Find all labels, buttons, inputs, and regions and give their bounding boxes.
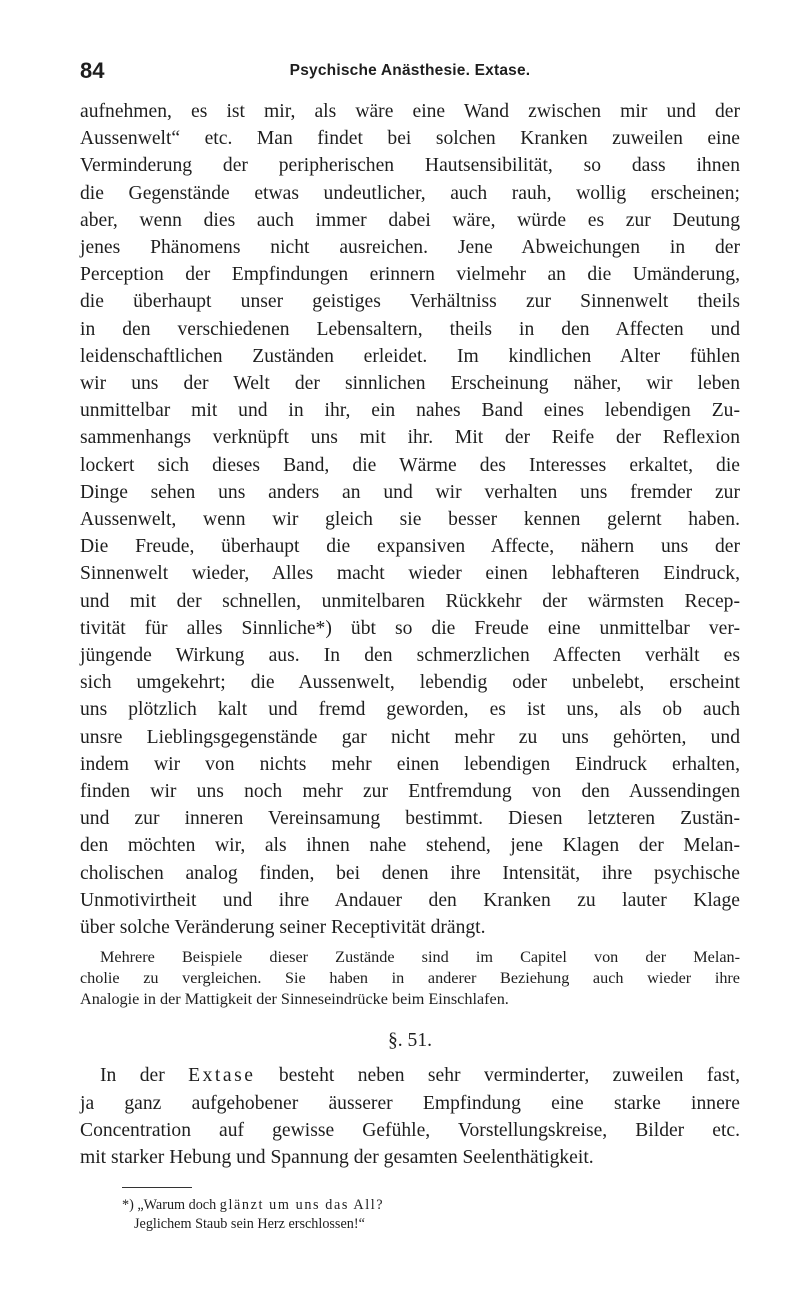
paragraph-line: cholie zu vergleichen. Sie haben in anderer Beziehung auch wieder ihre	[80, 969, 740, 988]
line-prefix: In der	[100, 1065, 189, 1087]
paragraph-line: sich umgekehrt; die Aussenwelt, lebendig oder unbelebt, erscheint	[80, 672, 740, 694]
paragraph-line: lockert sich dieses Band, die Wärme des Interesses erkaltet, die	[80, 454, 740, 476]
paragraph-line: cholischen analog finden, bei denen ihre Intensität, ihre psychische	[80, 862, 740, 884]
running-title: Psychische Anästhesie. Extase.	[289, 62, 531, 79]
paragraph-line: aufnehmen, es ist mir, als wäre eine Wand zwischen mir und der	[80, 101, 740, 122]
paragraph-line: finden wir uns noch mehr zur Entfremdung von den Aussendingen	[80, 781, 740, 803]
paragraph-line: leidenschaftlichen Zuständen erleidet. Im kindlichen Alter fühlen	[80, 345, 740, 367]
paragraph-line: Dinge sehen uns anders an und wir verhalten uns fremder zur	[80, 481, 740, 503]
paragraph-line	[80, 1062, 740, 1089]
paragraph-line: über solche Veränderung seiner Receptivität drängt.	[80, 917, 486, 939]
footnote-spaced: glänzt um uns das All?	[219, 1197, 385, 1214]
paragraph-line: Perception der Empfindungen erinnern vielmehr an die Umänderung,	[80, 264, 740, 286]
paragraph-line: jenes Phänomens nicht ausreichen. Jene Abweichungen in der	[80, 237, 740, 259]
footnote-line	[122, 1196, 740, 1215]
paragraph-line: die überhaupt unser geistiges Verhältniss zur Sinnenwelt theils	[80, 291, 740, 313]
paragraph-line: mit starker Hebung und Spannung der gesamten Seelenthätigkeit.	[80, 1146, 594, 1168]
paragraph-line: in den verschiedenen Lebensaltern, theils in den Affecten und	[80, 318, 740, 340]
paragraph-line: Unmotivirtheit und ihre Andauer den Kranken zu lauter Klage	[80, 889, 740, 911]
paragraph-line: Verminderung der peripherischen Hautsensibilität, so dass ihnen	[80, 155, 740, 177]
paragraph-line: tivität für alles Sinnliche*) übt so die Freude eine unmittelbar ver-	[80, 617, 740, 639]
paragraph-line: wir uns der Welt der sinnlichen Erscheinung näher, wir leben	[80, 373, 740, 395]
main-paragraph	[80, 98, 740, 941]
page-header	[80, 58, 740, 88]
paragraph-line: jüngende Wirkung aus. In den schmerzlichen Affecten verhält es	[80, 645, 740, 667]
extase-paragraph	[80, 1062, 740, 1171]
paragraph-line: und mit der schnellen, unmitelbaren Rückkehr der wärmsten Recep-	[80, 590, 740, 612]
paragraph-line: unsre Lieblingsgegenstände gar nicht mehr zu uns gehörten, und	[80, 726, 740, 748]
paragraph-line: indem wir von nichts mehr einen lebendigen Eindruck erhalten,	[80, 753, 740, 775]
paragraph-line: die Gegenstände etwas undeutlicher, auch rauh, wollig erscheinen;	[80, 182, 740, 204]
book-page	[80, 58, 740, 1234]
paragraph-line: sammenhangs verknüpft uns mit ihr. Mit der Reife der Reflexion	[80, 427, 740, 449]
page-number: 84	[80, 58, 105, 83]
footnote	[122, 1196, 740, 1234]
paragraph-line: Aussenwelt“ etc. Man findet bei solchen Kranken zuweilen eine	[80, 128, 740, 150]
paragraph-line: unmittelbar mit und in ihr, ein nahes Band eines lebendigen Zu-	[80, 400, 740, 422]
paragraph-line: aber, wenn dies auch immer dabei wäre, würde es zur Deutung	[80, 209, 740, 231]
paragraph-line: Analogie in der Mattigkeit der Sinneseindrücke beim Einschlafen.	[80, 990, 509, 1009]
line-rest: besteht neben sehr verminderter, zuweilen fast,	[255, 1065, 741, 1087]
footnote-line: Jeglichem Staub sein Herz erschlossen!“	[134, 1216, 365, 1233]
paragraph-line: ja ganz aufgehobener äusserer Empfindung eine starke innere	[80, 1092, 740, 1114]
footnote-prefix: *) „Warum doch	[122, 1197, 220, 1214]
paragraph-line: den möchten wir, als ihnen nahe stehend, jene Klagen der Melan-	[80, 835, 740, 857]
section-heading: §. 51.	[387, 1030, 433, 1052]
footnote-divider	[122, 1187, 192, 1188]
paragraph-line: uns plötzlich kalt und fremd geworden, es ist uns, als ob auch	[80, 699, 740, 721]
paragraph-line: Concentration auf gewisse Gefühle, Vorstellungskreise, Bilder etc.	[80, 1119, 740, 1141]
paragraph-line: Mehrere Beispiele dieser Zustände sind im Capitel von der Melan-	[100, 948, 740, 967]
paragraph-line: Sinnenwelt wieder, Alles macht wieder einen lebhafteren Eindruck,	[80, 563, 740, 585]
paragraph-line: Die Freude, überhaupt die expansiven Affecte, nähern uns der	[80, 536, 740, 558]
paragraph-line: und zur inneren Vereinsamung bestimmt. Diesen letzteren Zustän-	[80, 808, 740, 830]
paragraph-line: Aussenwelt, wenn wir gleich sie besser kennen gelernt haben.	[80, 509, 740, 531]
emphasized-term: Extase	[188, 1065, 256, 1087]
small-print-note	[80, 947, 740, 1010]
